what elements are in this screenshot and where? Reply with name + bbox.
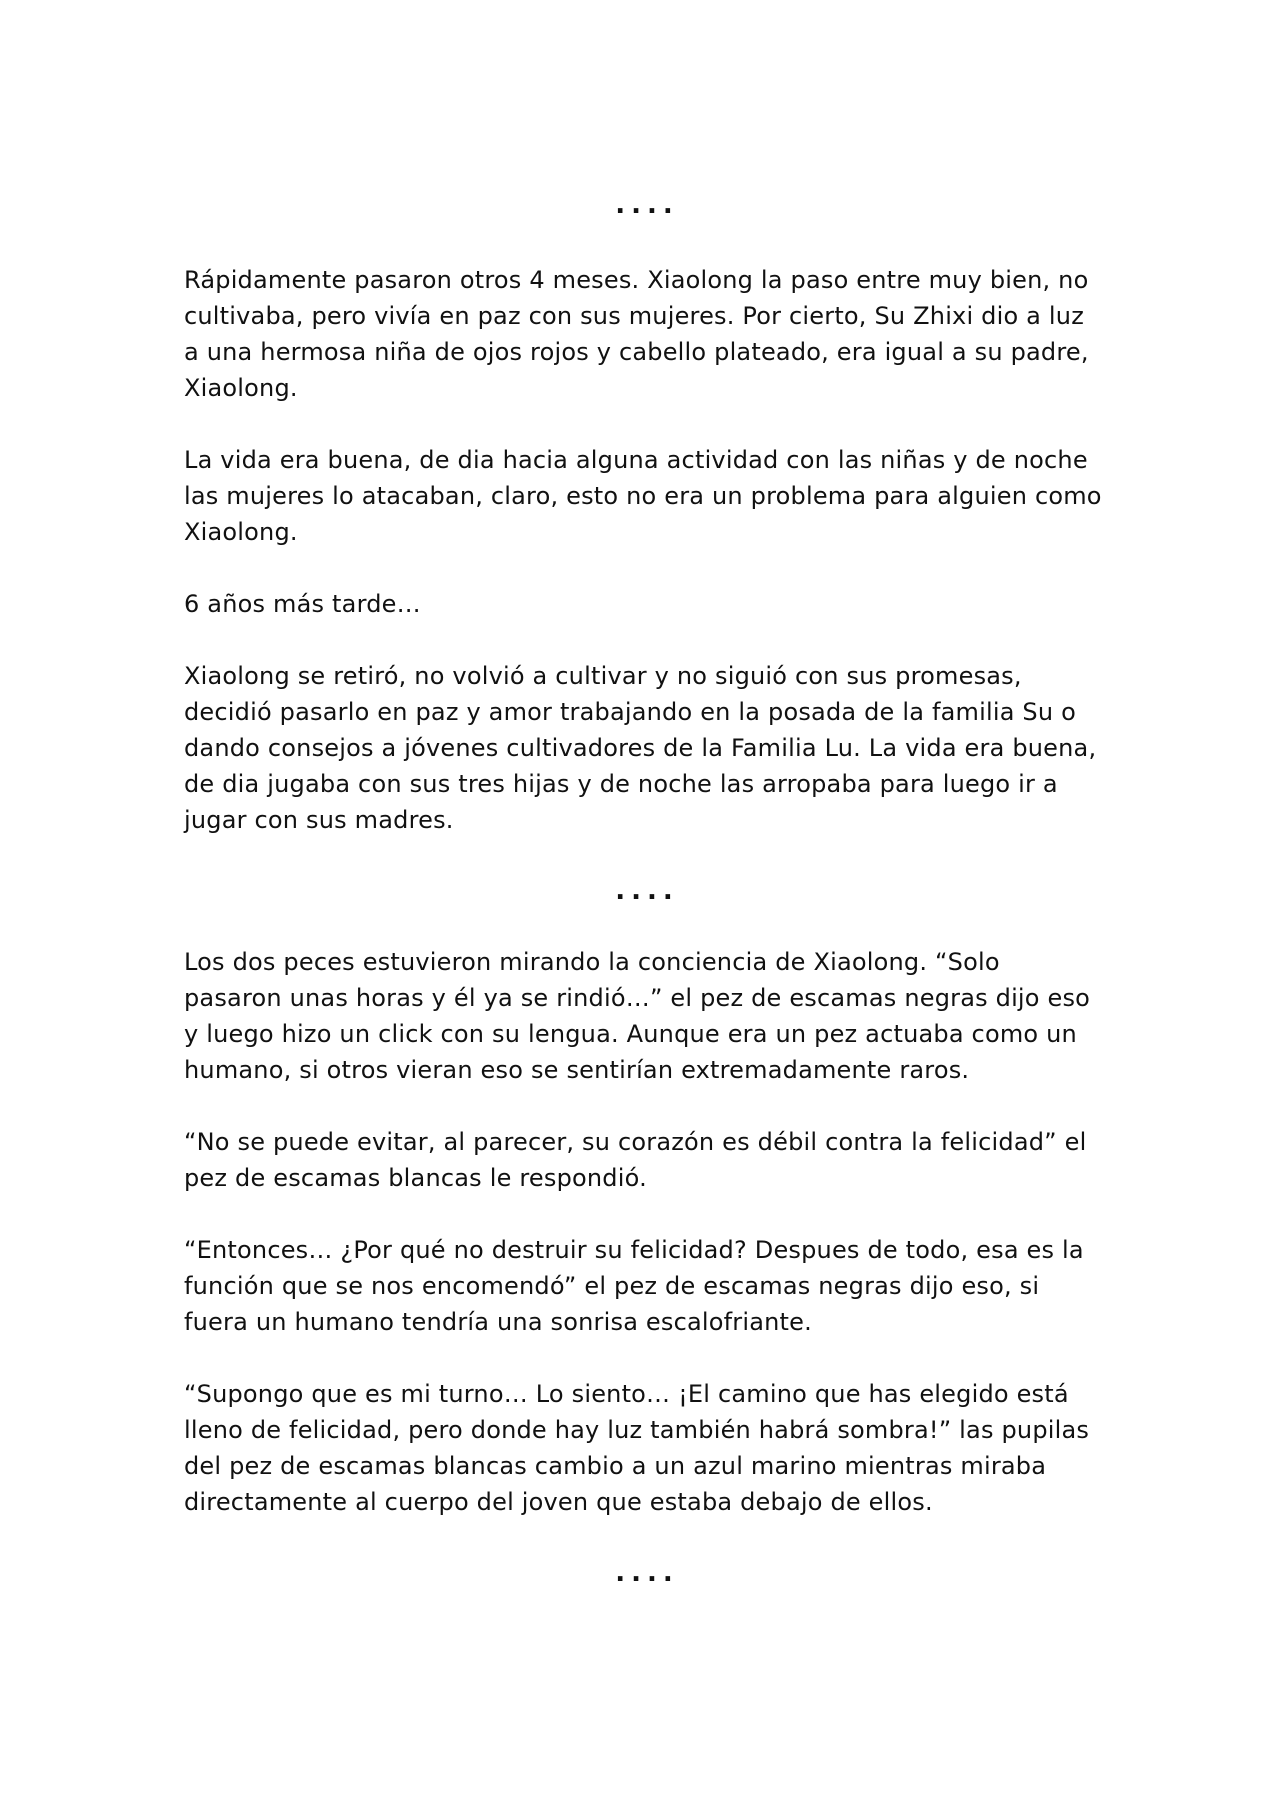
paragraph: Xiaolong se retiró, no volvió a cultivar y no siguió con sus promesas, decidió pasarlo en paz y amor trabajando en la posada de la familia Su o dando consejos a jóvenes cultivadores de la Familia Lu. La vida era buena, de dia jugaba con sus tres hijas y de noche las arropaba para luego ir a jugar con sus madres. xyxy=(184,662,1097,834)
paragraph: 6 años más tarde… xyxy=(184,590,421,618)
paragraph: “Supongo que es mi turno… Lo siento… ¡El camino que has elegido está lleno de felicidad, pero donde hay luz también habrá sombra!” las pupilas del pez de escamas blancas cambio a un azul marino mientras miraba directamente al cuerpo del joven que estaba debajo de ellos. xyxy=(184,1380,1090,1516)
paragraph: “No se puede evitar, al parecer, su corazón es débil contra la felicidad” el pez de escamas blancas le respondió. xyxy=(184,1128,1087,1192)
paragraph: “Entonces… ¿Por qué no destruir su felicidad? Despues de todo, esa es la función que se nos encomendó” el pez de escamas negras dijo eso, si fuera un humano tendría una sonrisa escalofriante. xyxy=(184,1236,1084,1336)
section-separator: .... xyxy=(615,190,679,220)
paragraph: La vida era buena, de dia hacia alguna actividad con las niñas y de noche las mujeres lo atacaban, claro, esto no era un problema para alguien como Xiaolong. xyxy=(184,446,1102,546)
paragraph: Los dos peces estuvieron mirando la conciencia de Xiaolong. “Solo pasaron unas horas y él ya se rindió…” el pez de escamas negras dijo eso y luego hizo un click con su lengua. Aunque era un pez actuaba como un humano, si otros vieran eso se sentirían extremadamente raros. xyxy=(184,948,1091,1084)
section-separator: .... xyxy=(615,876,679,906)
paragraph: Rápidamente pasaron otros 4 meses. Xiaolong la paso entre muy bien, no cultivaba, pero vivía en paz con sus mujeres. Por cierto, Su Zhixi dio a luz a una hermosa niña de ojos rojos y cabello plateado, era igual a su padre, Xiaolong. xyxy=(184,266,1089,402)
document-body xyxy=(184,188,1104,1590)
section-separator: .... xyxy=(615,1558,679,1588)
